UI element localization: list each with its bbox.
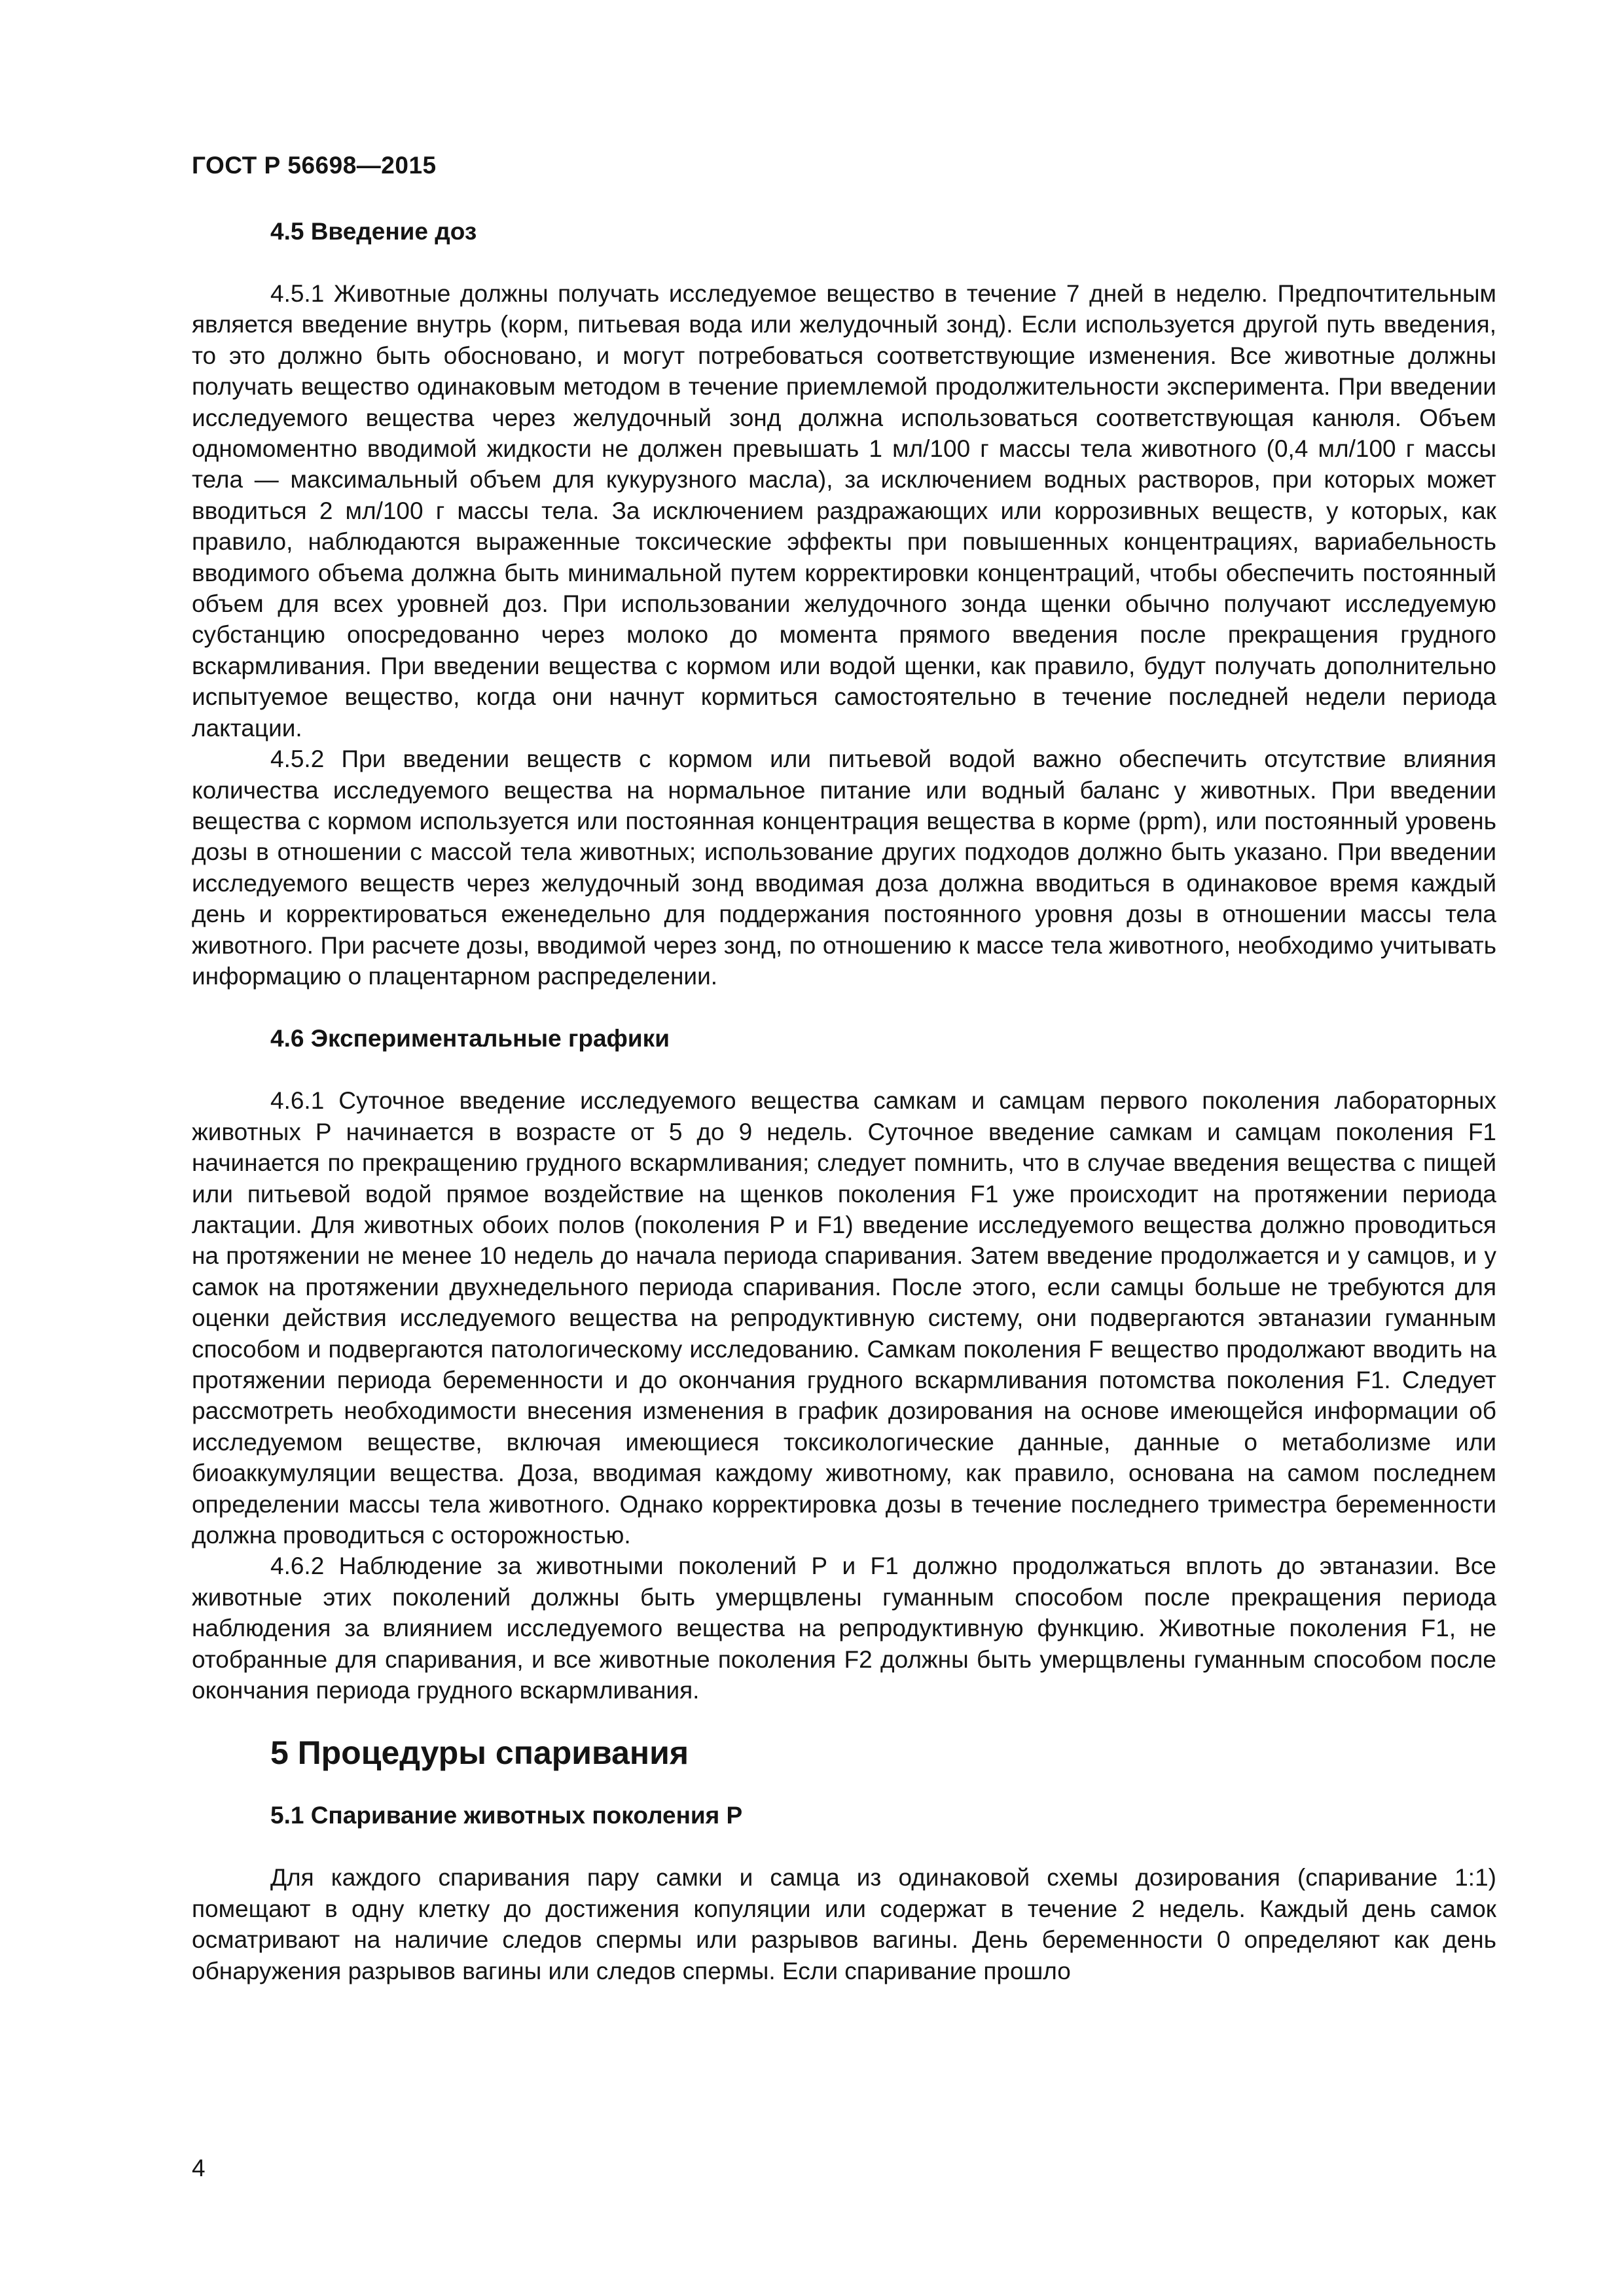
paragraph-4-6-2: 4.6.2 Наблюдение за животными поколений Р и F1 должно продолжаться вплоть до эвтаназии. Все животные этих поколений должны быть умерщвлены гуманным способом после прекращения периода наблюдения за влиянием исследуемого вещества на репродуктивную функцию. Животные поколения F1, не отобранные для спаривания, и все животные поколения F2 должны быть умерщвлены гуманным способом после окончания периода грудного вскармливания.: [192, 1552, 1496, 1704]
page-content: [192, 216, 1496, 1986]
paragraph-5-1: Для каждого спаривания пару самки и самца из одинаковой схемы дозирования (спаривание 1:1) помещают в одну клетку до достижения копуляции или содержат в течение 2 недель. Каждый день самок осматривают на наличие следов спермы или разрывов вагины. День беременности 0 определяют как день обнаружения разрывов вагины или следов спермы. Если спаривание прошло: [192, 1864, 1496, 1984]
paragraph-4-5-2: 4.5.2 При введении веществ с кормом или питьевой водой важно обеспечить отсутствие влияния количества исследуемого вещества на нормальное питание или водный баланс у животных. При введении вещества с кормом используется или постоянная концентрация вещества в корме (ppm), или постоянный уровень дозы в отношении с массой тела животных; использование других подходов должно быть указано. При введении исследуемого веществ через желудочный зонд вводимая доза должна вводиться в одинаковое время каждый день и корректироваться еженедельно для поддержания постоянного уровня дозы в отношении массы тела животного. При расчете дозы, вводимой через зонд, по отношению к массе тела животного, необходимо учитывать информацию о плацентарном распределении.: [192, 745, 1496, 990]
section-heading-5: 5 Процедуры спаривания: [270, 1734, 689, 1772]
document-header: ГОСТ Р 56698—2015: [192, 152, 437, 179]
section-heading-4-5: 4.5 Введение доз: [270, 218, 477, 245]
section-heading-4-6: 4.6 Экспериментальные графики: [270, 1025, 670, 1052]
page-number: 4: [192, 2155, 206, 2181]
paragraph-4-6-1: 4.6.1 Суточное введение исследуемого вещества самкам и самцам первого поколения лабораторных животных Р начинается в возрасте от 5 до 9 недель. Суточное введение самкам и самцам поколения F1 начинается по прекращению грудного вскармливания; следует помнить, что в случае введения вещества с пищей или питьевой водой прямое воздействие на щенков поколения F1 уже происходит на протяжении периода лактации. Для животных обоих полов (поколения Р и F1) введение исследуемого вещества должно проводиться на протяжении не менее 10 недель до начала периода спаривания. Затем введение продолжается и у самцов, и у самок на протяжении двухнедельного периода спаривания. После этого, если самцы больше не требуются для оценки действия исследуемого вещества на репродуктивную систему, они подвергаются эвтаназии гуманным способом и подвергаются патологическому исследованию. Самкам поколения F вещество продолжают вводить на протяжении периода беременности и до окончания грудного вскармливания потомства поколения F1. Следует рассмотреть необходимости внесения изменения в график дозирования на основе имеющейся информации об исследуемом веществе, включая имеющиеся токсикологические данные, данные о метаболизме или биоаккумуляции вещества. Доза, вводимая каждому животному, как правило, основана на самом последнем определении массы тела животного. Однако корректировка дозы в течение последнего триместра беременности должна проводиться с осторожностью.: [192, 1087, 1496, 1549]
paragraph-4-5-1: 4.5.1 Животные должны получать исследуемое вещество в течение 7 дней в неделю. Предпочтительным является введение внутрь (корм, питьевая вода или желудочный зонд). Если используется другой путь введения, то это должно быть обосновано, и могут потребоваться соответствующие изменения. Все животные должны получать вещество одинаковым методом в течение приемлемой продолжительности эксперимента. При введении исследуемого вещества через желудочный зонд должна использоваться соответствующая канюля. Объем одномоментно вводимой жидкости не должен превышать 1 мл/100 г массы тела животного (0,4 мл/100 г массы тела — максимальный объем для кукурузного масла), за исключением водных растворов, при которых может вводиться 2 мл/100 г массы тела. За исключением раздражающих или коррозивных веществ, у которых, как правило, наблюдаются выраженные токсические эффекты при повышенных концентрациях, вариабельность вводимого объема должна быть минимальной путем корректировки концентраций, чтобы обеспечить постоянный объем для всех уровней доз. При использовании желудочного зонда щенки обычно получают исследуемую субстанцию опосредованно через молоко до момента прямого введения после прекращения грудного вскармливания. При введении вещества с кормом или водой щенки, как правило, будут получать дополнительно испытуемое вещество, когда они начнут кормиться самостоятельно в течение последней недели периода лактации.: [192, 280, 1496, 742]
section-heading-5-1: 5.1 Спаривание животных поколения Р: [270, 1802, 743, 1829]
